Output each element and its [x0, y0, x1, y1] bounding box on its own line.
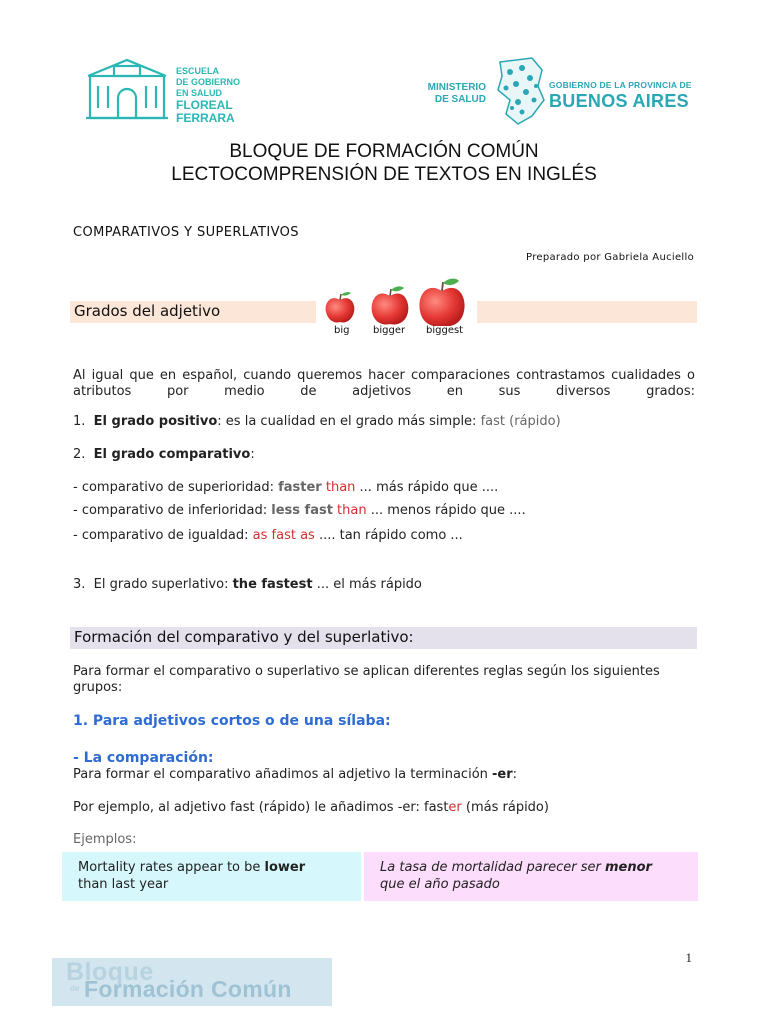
comparativo-word: less fast	[271, 503, 333, 518]
gloss: (rápido)	[505, 414, 561, 429]
item-number: 3.	[73, 577, 86, 592]
ejemplos-label: Ejemplos:	[73, 832, 137, 847]
ejemplo-text: Por ejemplo, al adjetivo fast (rápido) le añadimos -er: fast	[73, 800, 449, 815]
apple-label: big	[334, 325, 350, 336]
comparativo-word: as fast as	[252, 528, 315, 543]
logo-line: FLOREAL	[176, 98, 233, 112]
footer-line-2: Formación Común	[84, 976, 292, 1002]
logo-line: EN SALUD	[176, 88, 223, 98]
comparativo-item	[73, 480, 695, 496]
colon: :	[250, 447, 255, 462]
section-heading-band	[70, 301, 316, 323]
colon: :	[512, 767, 518, 782]
grado-label: El grado positivo	[93, 414, 218, 429]
escuela-gobierno-logo	[84, 54, 254, 124]
title-line-2: LECTOCOMPRENSIÓN DE TEXTOS EN INGLÉS	[171, 164, 597, 185]
apples-illustration	[318, 274, 474, 340]
comparativo-prefix: - comparativo de igualdad:	[73, 528, 253, 543]
comparacion-heading: - La comparación:	[73, 750, 214, 766]
ministerio-logo	[404, 52, 694, 128]
comparacion-body: Para formar el comparativo añadimos al adjetivo la terminación	[73, 767, 493, 782]
apple-label: bigger	[373, 325, 406, 336]
logo-line: BUENOS AIRES	[549, 91, 689, 111]
grado-positivo	[73, 414, 695, 430]
er-suffix: er	[448, 800, 462, 815]
apple-label: biggest	[426, 325, 464, 336]
document-subtitle: COMPARATIVOS Y SUPERLATIVOS	[73, 225, 299, 240]
comparativo-word: faster	[278, 480, 322, 495]
superlativo-word: the fastest	[232, 577, 313, 592]
title-line-1: BLOQUE DE FORMACIÓN COMÚN	[229, 141, 539, 162]
footer-de: de	[70, 984, 80, 993]
rule-heading: 1. Para adjetivos cortos o de una sílaba:	[73, 713, 391, 729]
item-number: 2.	[73, 447, 86, 462]
province-map-icon	[492, 56, 546, 126]
prepared-by: Preparado por Gabriela Auciello	[526, 252, 694, 263]
ejemplo-line	[73, 800, 695, 816]
footer-line-1: Bloque	[66, 958, 154, 986]
comparativo-prefix: - comparativo de superioridad:	[73, 480, 279, 495]
comparativo-item	[73, 528, 695, 544]
grado-text: El grado superlativo:	[93, 577, 233, 592]
example-text: Mortality rates appear to be	[78, 860, 265, 875]
example-bold: lower	[264, 860, 306, 875]
ejemplo-rest: (más rápido)	[461, 800, 549, 815]
section-heading: Grados del adjetivo	[74, 302, 221, 320]
comparativo-than: than	[332, 503, 367, 518]
grado-label: El grado comparativo	[93, 447, 251, 462]
example-english-cell	[62, 852, 361, 901]
logo-line: GOBIERNO DE LA PROVINCIA DE	[549, 80, 692, 90]
apple-icon	[318, 274, 474, 326]
comparativo-rest: ... más rápido que ....	[355, 480, 499, 495]
example-word: fast	[480, 414, 505, 429]
comparativo-rest: ... menos rápido que ....	[366, 503, 526, 518]
comparacion-text	[73, 767, 695, 783]
example-spanish-cell	[364, 852, 698, 901]
ending: -er	[492, 767, 513, 782]
intro-paragraph	[73, 368, 695, 400]
item-number: 1.	[73, 414, 86, 429]
example-bold: menor	[604, 860, 652, 875]
logo-line: DE GOBIERNO	[176, 77, 241, 87]
grado-comparativo	[73, 447, 695, 463]
intro-text: Al igual que en español, cuando queremos hacer comparaciones contrastamos cualidades o atributos por medio de adjetivos en sus diversos grados:	[73, 368, 695, 399]
section-heading-band	[70, 627, 697, 649]
footer-logo	[52, 958, 332, 1006]
logo-line: ESCUELA	[176, 66, 220, 76]
para-formar: Para formar el comparativo o superlativo se aplican diferentes reglas según los siguientes grupos:	[73, 664, 660, 695]
comparativo-prefix: - comparativo de inferioridad:	[73, 503, 272, 518]
example-text: than last year	[78, 877, 169, 892]
grado-text: : es la cualidad en el grado más simple:	[217, 414, 481, 429]
comparativo-item	[73, 503, 695, 519]
grado-superlativo	[73, 577, 695, 593]
example-text: que el año pasado	[380, 877, 500, 892]
superlativo-rest: ... el más rápido	[312, 577, 422, 592]
logo-line: DE SALUD	[434, 94, 486, 105]
document-title	[0, 140, 768, 186]
example-text: La tasa de mortalidad parecer ser	[380, 860, 605, 875]
logo-line: FERRARA	[176, 111, 235, 125]
logo-line: MINISTERIO	[427, 82, 486, 93]
comparativo-rest: .... tan rápido como ...	[314, 528, 463, 543]
page-number: 1	[685, 950, 692, 965]
building-icon	[84, 56, 170, 122]
section-heading: Formación del comparativo y del superlativo:	[74, 628, 414, 646]
section-heading-band	[477, 301, 697, 323]
comparativo-than: than	[321, 480, 356, 495]
